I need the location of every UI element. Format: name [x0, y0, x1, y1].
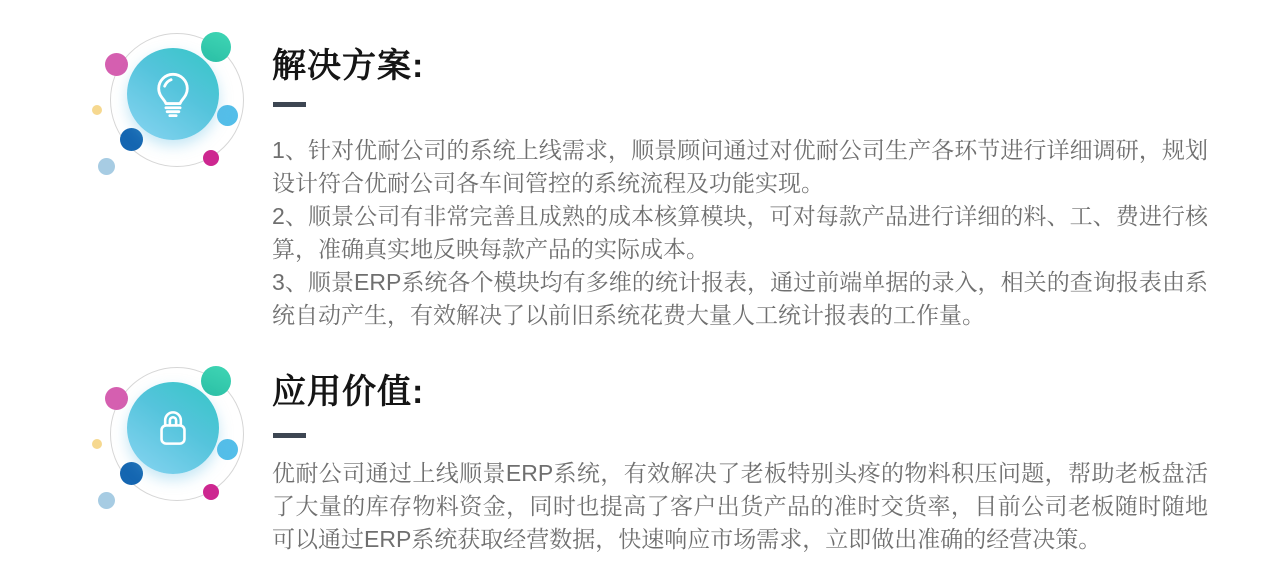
yellow-dot [92, 105, 102, 115]
pink-dot [105, 53, 128, 76]
magenta-dot [203, 484, 219, 500]
lightbulb-icon [127, 48, 219, 140]
solution-item-2: 2、顺景公司有非常完善且成熟的成本核算模块，可对每款产品进行详细的料、工、费进行核算，准确真实地反映每款产品的实际成本。 [272, 203, 1208, 262]
title-dash [273, 102, 306, 107]
steel-blue-dot [98, 158, 115, 175]
light-blue-dot [217, 105, 238, 126]
title-dash [273, 433, 306, 438]
section-title-solution: 解决方案: [272, 47, 425, 85]
value-paragraphs [272, 457, 1208, 556]
solution-badge [87, 18, 257, 188]
yellow-dot [92, 439, 102, 449]
section-title-value: 应用价值: [272, 373, 425, 411]
value-item-1: 优耐公司通过上线顺景ERP系统，有效解决了老板特别头疼的物料积压问题，帮助老板盘活了大量的库存物料资金，同时也提高了客户出货产品的准时交货率，目前公司老板随时随地可以通过ERP系统获取经营数据，快速响应市场需求，立即做出准确的经营决策。 [272, 460, 1208, 552]
value-section [0, 334, 1265, 569]
dark-blue-dot [120, 128, 143, 151]
steel-blue-dot [98, 492, 115, 509]
teal-dot [201, 32, 231, 62]
solution-paragraphs [272, 134, 1208, 332]
pink-dot [105, 387, 128, 410]
teal-dot [201, 366, 231, 396]
magenta-dot [203, 150, 219, 166]
value-badge [87, 352, 257, 522]
solution-item-3: 3、顺景ERP系统各个模块均有多维的统计报表，通过前端单据的录入，相关的查询报表由系统自动产生，有效解决了以前旧系统花费大量人工统计报表的工作量。 [272, 269, 1208, 328]
solution-item-1: 1、针对优耐公司的系统上线需求，顺景顾问通过对优耐公司生产各环节进行详细调研，规划设计符合优耐公司各车间管控的系统流程及功能实现。 [272, 137, 1208, 196]
dark-blue-dot [120, 462, 143, 485]
lock-icon [127, 382, 219, 474]
light-blue-dot [217, 439, 238, 460]
